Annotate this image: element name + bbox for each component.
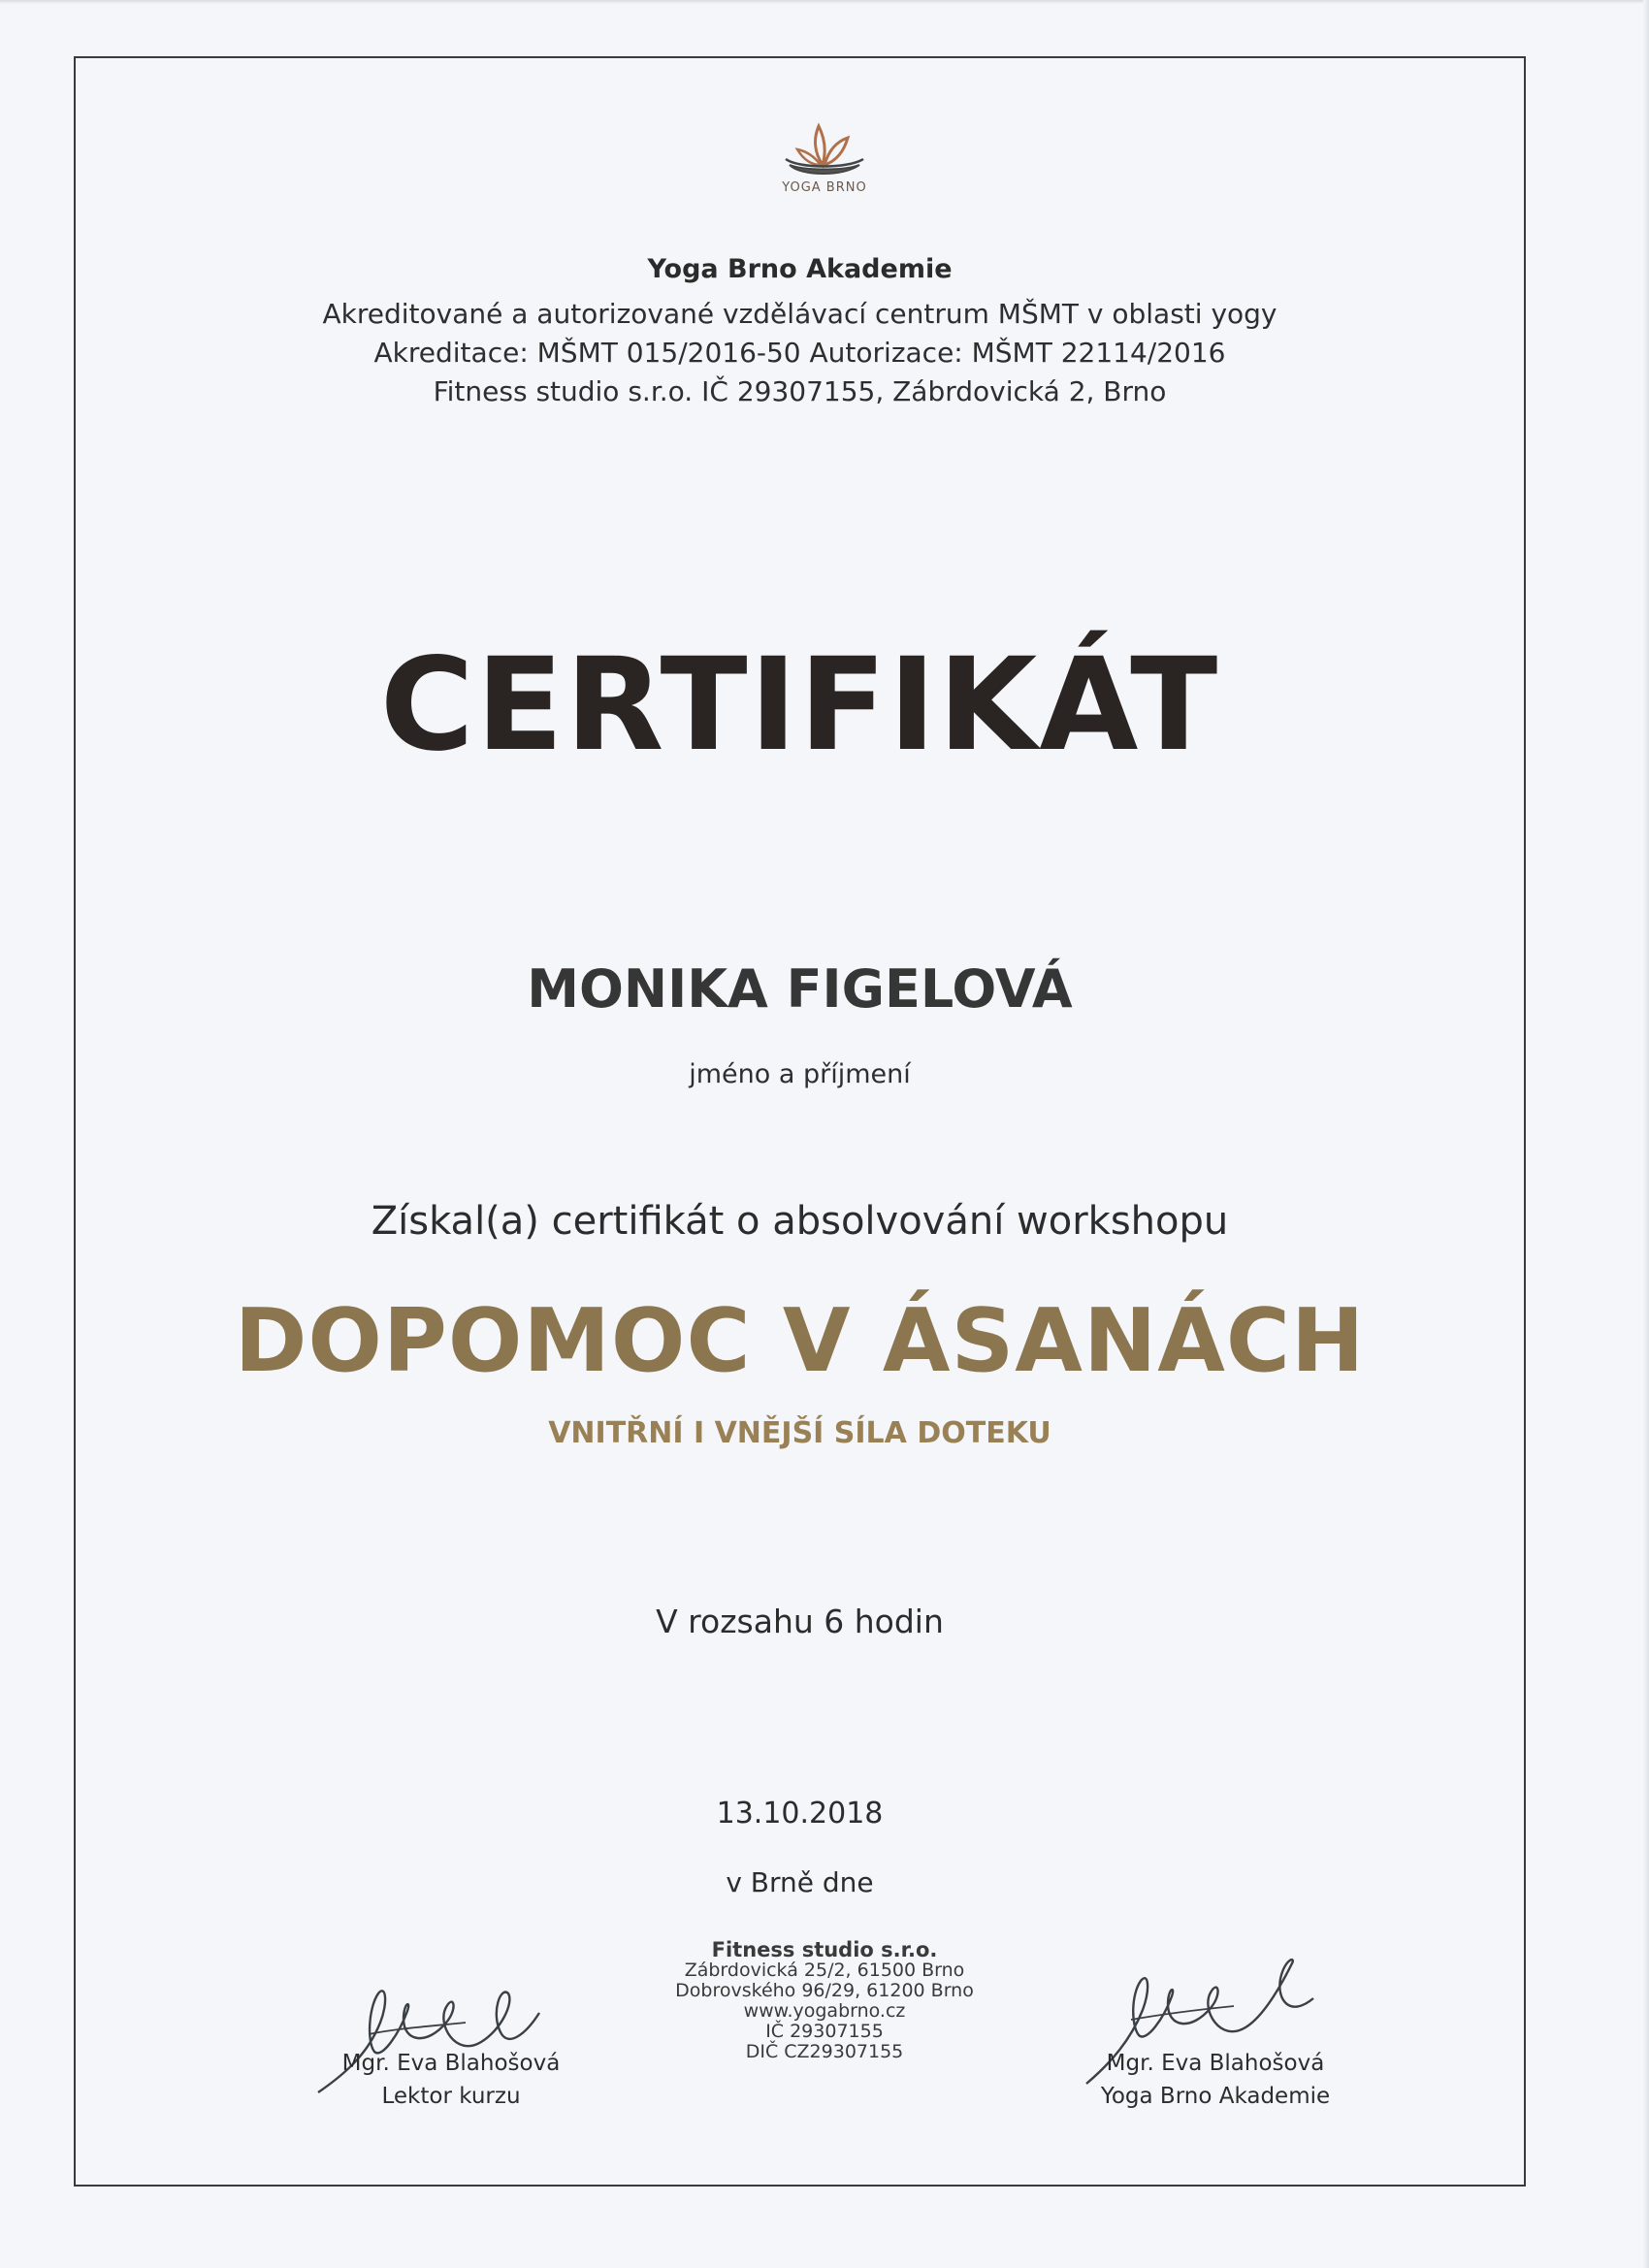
signatory-name-left: Mgr. Eva Blahošová [341,2051,561,2076]
organization-name: Yoga Brno Akademie [647,254,953,284]
stamp-line-address-1: Zábrdovická 25/2, 61500 Brno [684,1960,965,1981]
company-address: Fitness studio s.r.o. IČ 29307155, Zábrdovická 2, Brno [433,375,1167,407]
issue-place: v Brně dne [726,1866,874,1898]
course-title: DOPOMOC V ÁSANÁCH [234,1290,1366,1392]
stamp-line-address-2: Dobrovského 96/29, 61200 Brno [675,1980,974,2001]
signatory-role-left: Lektor kurzu [381,2084,521,2109]
scan-edge-top [0,0,1649,4]
signature-block-left [306,2047,597,2113]
completion-statement: Získal(a) certifikát o absolvování workshopu [371,1199,1229,1244]
issue-date: 13.10.2018 [716,1797,884,1831]
company-stamp [660,1940,989,2062]
logo-text: YOGA BRNO [782,180,867,195]
signature-block-right [1070,2047,1361,2113]
signatory-role-right: Yoga Brno Akademie [1100,2084,1331,2109]
stamp-line-dic: DIČ CZ29307155 [745,2041,904,2062]
scan-edge-right [1643,0,1649,2268]
signatory-name-right: Mgr. Eva Blahošová [1106,2051,1325,2076]
recipient-name: MONIKA FIGELOVÁ [527,958,1073,1020]
certificate-title: CERTIFIKÁT [379,631,1220,780]
stamp-title: Fitness studio s.r.o. [711,1938,938,1961]
course-duration: V rozsahu 6 hodin [656,1603,944,1640]
stamp-line-ic: IČ 29307155 [765,2021,884,2042]
stamp-line-website: www.yogabrno.cz [743,2000,906,2022]
course-subtitle: VNITŘNÍ I VNĚJŠÍ SÍLA DOTEKU [548,1416,1051,1450]
accreditation-description: Akreditované a autorizované vzdělávací centrum MŠMT v oblasti yogy [322,298,1277,330]
recipient-name-caption: jméno a příjmení [689,1059,911,1089]
accreditation-numbers: Akreditace: MŠMT 015/2016-50 Autorizace: MŠMT 22114/2016 [373,337,1226,369]
lotus-icon [747,114,902,184]
logo [747,114,902,202]
